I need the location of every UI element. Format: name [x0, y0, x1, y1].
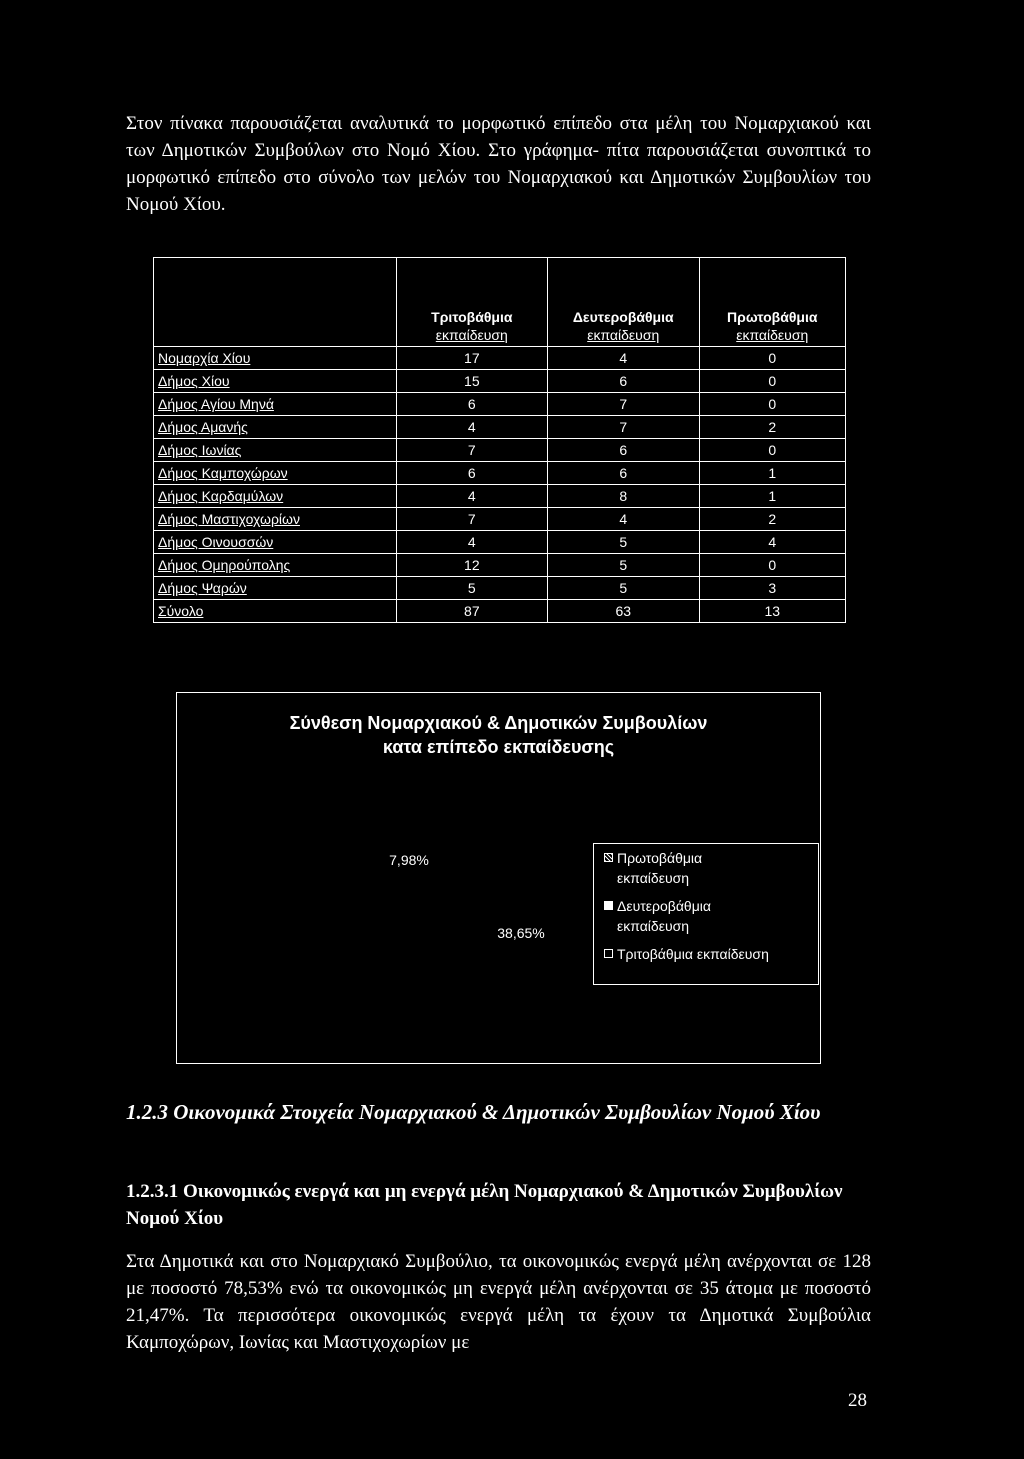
value-cell: 6: [547, 439, 699, 462]
value-cell: 6: [547, 370, 699, 393]
value-cell: 7: [396, 439, 547, 462]
value-cell: 0: [699, 554, 846, 577]
page-number: 28: [848, 1390, 867, 1411]
table-header-row: [154, 258, 846, 347]
value-cell: 1: [699, 462, 846, 485]
pie-chart: [176, 692, 821, 1064]
value-cell: 5: [547, 554, 699, 577]
row-label-cell: [154, 508, 397, 531]
row-label-cell: [154, 439, 397, 462]
row-label-cell: [154, 600, 397, 623]
row-label: Δήμος Ψαρών: [158, 580, 247, 596]
row-label-cell: [154, 554, 397, 577]
row-label: Δήμος Χίου: [158, 373, 230, 389]
education-table: [153, 257, 846, 623]
value-cell: 4: [547, 508, 699, 531]
legend-swatch-tertiary: [604, 949, 613, 958]
legend-swatch-primary: [604, 853, 613, 862]
header-primary: Πρωτοβάθμια εκπαίδευση: [699, 258, 846, 347]
chart-title-line2: κατα επίπεδο εκπαίδευσης: [382, 737, 615, 757]
value-cell: 2: [699, 416, 846, 439]
row-label: Δήμος Αμανής: [158, 419, 248, 435]
table-row: [154, 485, 846, 508]
table-row: [154, 531, 846, 554]
value-cell: 5: [547, 577, 699, 600]
value-cell: 13: [699, 600, 846, 623]
value-cell: 4: [699, 531, 846, 554]
chart-legend: [593, 843, 819, 985]
table-row: [154, 600, 846, 623]
header-secondary: Δευτεροβάθμια εκπαίδευση: [547, 258, 699, 347]
table-corner-cell: [154, 258, 397, 347]
table-row: [154, 370, 846, 393]
value-cell: 8: [547, 485, 699, 508]
value-cell: 1: [699, 485, 846, 508]
value-cell: 7: [547, 393, 699, 416]
value-cell: 3: [699, 577, 846, 600]
chart-title-line1: Σύνθεση Νομαρχιακού & Δημοτικών Συμβουλίων: [289, 713, 708, 733]
row-label-cell: [154, 485, 397, 508]
value-cell: 2: [699, 508, 846, 531]
body-paragraph: Στα Δημοτικά και στο Νομαρχιακό Συμβούλιο, τα οικονομικώς ενεργά μέλη ανέρχονται σε 128 με ποσοστό 78,53% ενώ τα οικονομικώς μη ενεργά μέλη ανέρχονται σε 35 άτομα με ποσοστό 21,47%. Τα περισσότερα οικονομικώς ενεργά μέλη τα έχουν τα Δημοτικά Συμβούλια Καμποχώρων, Ιωνίας και Μαστιχοχωρίων με: [126, 1251, 871, 1353]
table-row: [154, 393, 846, 416]
row-label-cell: [154, 531, 397, 554]
value-cell: 7: [547, 416, 699, 439]
table-row: [154, 577, 846, 600]
table-row: [154, 554, 846, 577]
legend-item-secondary: Δευτεροβάθμια εκπαίδευση: [604, 896, 711, 936]
value-cell: 5: [396, 577, 547, 600]
value-cell: 6: [396, 393, 547, 416]
row-label: Δήμος Μαστιχοχωρίων: [158, 511, 300, 527]
table-row: [154, 439, 846, 462]
subsection-heading: 1.2.3.1 Οικονομικώς ενεργά και μη ενεργά μέλη Νομαρχιακού & Δημοτικών Συμβουλίων Νομού Χίου: [126, 1181, 843, 1229]
legend-item-tertiary: Τριτοβάθμια εκπαίδευση: [604, 944, 769, 964]
row-label: Δήμος Ομηρούπολης: [158, 557, 291, 573]
data-label-secondary: 38,65%: [497, 925, 545, 941]
header-tertiary: Τριτοβάθμια εκπαίδευση: [396, 258, 547, 347]
pie-slices: [411, 812, 603, 1004]
intro-paragraph: Στον πίνακα παρουσιάζεται αναλυτικά το μορφωτικό επίπεδο στα μέλη του Νομαρχιακού και των Δημοτικών Συμβούλων στο Νομό Χίου. Στο γράφημα- πίτα παρουσιάζεται συνοπτικά το μορφωτικό επίπεδο στο σύνολο των μελών του Νομαρχιακού και Δημοτικών Συμβουλίων του Νομού Χίου.: [126, 113, 871, 215]
table-row: [154, 347, 846, 370]
row-label: Δήμος Οινουσσών: [158, 534, 274, 550]
value-cell: 6: [547, 462, 699, 485]
value-cell: 12: [396, 554, 547, 577]
value-cell: 4: [396, 531, 547, 554]
row-label-cell: [154, 416, 397, 439]
table-row: [154, 462, 846, 485]
data-label-primary: 7,98%: [389, 852, 429, 868]
value-cell: 5: [547, 531, 699, 554]
row-label-cell: [154, 577, 397, 600]
legend-swatch-secondary: [604, 901, 613, 910]
value-cell: 0: [699, 347, 846, 370]
table-body: [154, 347, 846, 623]
row-label: Νομαρχία Χίου: [158, 350, 251, 366]
row-label: Σύνολο: [158, 603, 204, 619]
value-cell: 4: [396, 485, 547, 508]
value-cell: 7: [396, 508, 547, 531]
value-cell: 4: [396, 416, 547, 439]
section-heading: 1.2.3 Οικονομικά Στοιχεία Νομαρχιακού & Δημοτικών Συμβουλίων Νομού Χίου: [126, 1100, 821, 1124]
row-label: Δήμος Ιωνίας: [158, 442, 242, 458]
table-row: [154, 508, 846, 531]
row-label: Δήμος Καρδαμύλων: [158, 488, 284, 504]
value-cell: 17: [396, 347, 547, 370]
row-label: Δήμος Καμποχώρων: [158, 465, 288, 481]
value-cell: 0: [699, 439, 846, 462]
row-label-cell: [154, 370, 397, 393]
value-cell: 63: [547, 600, 699, 623]
row-label-cell: [154, 462, 397, 485]
value-cell: 4: [547, 347, 699, 370]
value-cell: 15: [396, 370, 547, 393]
value-cell: 87: [396, 600, 547, 623]
row-label-cell: [154, 347, 397, 370]
row-label: Δήμος Αγίου Μηνά: [158, 396, 274, 412]
row-label-cell: [154, 393, 397, 416]
value-cell: 0: [699, 370, 846, 393]
legend-item-primary: Πρωτοβάθμια εκπαίδευση: [604, 848, 702, 888]
value-cell: 0: [699, 393, 846, 416]
value-cell: 6: [396, 462, 547, 485]
table-row: [154, 416, 846, 439]
